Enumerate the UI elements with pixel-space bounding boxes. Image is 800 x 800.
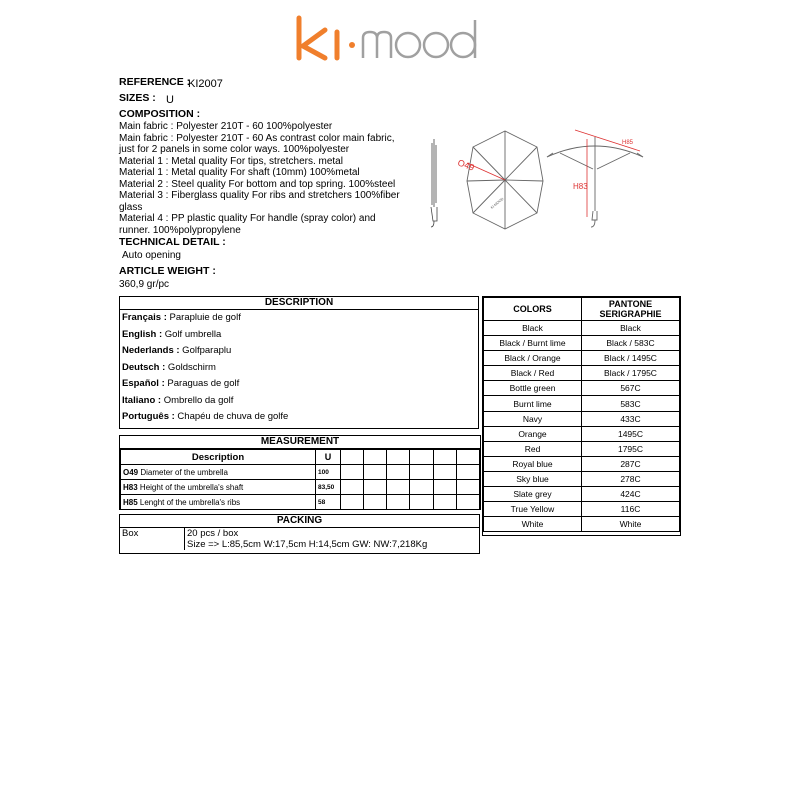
description-row-es: Español : Paraguas de golf xyxy=(122,378,240,389)
h85-label: H85 xyxy=(622,140,634,146)
table-row: Black / Red Black / 1795C xyxy=(484,366,680,381)
h83-label: H83 xyxy=(573,182,588,191)
umbrella-side-view xyxy=(547,137,643,227)
reference-value: KI2007 xyxy=(188,78,223,90)
table-row: H83 Height of the umbrella's shaft 83,50 xyxy=(121,480,480,495)
table-row: Navy 433C xyxy=(484,411,680,426)
table-row: Black / Orange Black / 1495C xyxy=(484,351,680,366)
weight-label: ARTICLE WEIGHT : xyxy=(119,265,216,277)
colors-table xyxy=(482,296,681,536)
composition-line: runner. 100%polypropylene xyxy=(119,224,241,236)
sizes-label: SIZES : xyxy=(119,92,156,104)
table-row: White White xyxy=(484,517,680,532)
svg-text:KI-MOOD: KI-MOOD xyxy=(490,196,505,210)
colors-header: COLORS xyxy=(484,298,582,321)
umbrella-diagram xyxy=(425,125,665,235)
table-row: Royal blue 287C xyxy=(484,456,680,471)
description-row-de: Deutsch : Goldschirm xyxy=(122,362,216,373)
measurement-desc-header: Description xyxy=(121,450,316,465)
measurement-u-header: U xyxy=(316,450,341,465)
description-row-pt: Português : Chapéu de chuva de golfe xyxy=(122,411,289,422)
weight-value: 360,9 gr/pc xyxy=(119,279,170,290)
o49-label: O49 xyxy=(456,157,476,173)
packing-label: Box xyxy=(120,528,185,550)
measurement-table xyxy=(119,435,481,510)
description-row-en: English : Golf umbrella xyxy=(122,329,222,340)
description-row-nl: Nederlands : Golfparaplu xyxy=(122,345,232,356)
description-title: DESCRIPTION xyxy=(120,297,478,310)
description-table xyxy=(119,296,479,429)
table-row: Red 1795C xyxy=(484,441,680,456)
description-row-it: Italiano : Ombrello da golf xyxy=(122,395,234,406)
composition-label: COMPOSITION : xyxy=(119,108,201,120)
table-row: Slate grey 424C xyxy=(484,487,680,502)
composition-line: Material 2 : Steel quality For bottom and top spring. 100%steel xyxy=(119,178,396,190)
composition-line: Material 1 : Metal quality For shaft (10mm) 100%metal xyxy=(119,167,360,178)
packing-table xyxy=(119,514,480,554)
composition-line: Main fabric : Polyester 210T - 60 As contrast color main fabric, xyxy=(119,132,395,144)
technical-value: Auto opening xyxy=(122,250,181,261)
table-row: H85 Lenght of the umbrella's ribs 58 xyxy=(121,495,480,510)
pantone-header: PANTONE SERIGRAPHIE xyxy=(582,298,680,321)
composition-line: Material 1 : Metal quality For tips, stretchers. metal xyxy=(119,155,343,167)
table-row: Black / Burnt lime Black / 583C xyxy=(484,336,680,351)
folded-umbrella-drawing xyxy=(431,139,437,227)
description-row-fr: Français : Parapluie de golf xyxy=(122,312,241,323)
composition-line: Main fabric : Polyester 210T - 60 100%polyester xyxy=(119,121,333,132)
table-row: Burnt lime 583C xyxy=(484,396,680,411)
composition-line: just for 2 panels in some color ways. 100%polyester xyxy=(119,144,350,155)
table-row: True Yellow 116C xyxy=(484,502,680,517)
table-row: Black Black xyxy=(484,321,680,336)
table-row: O49 Diameter of the umbrella 100 xyxy=(121,465,480,480)
composition-line: glass xyxy=(119,201,143,213)
packing-details: 20 pcs / box Size => L:85,5cm W:17,5cm H:14,5cm GW: NW:7,218Kg xyxy=(187,528,428,550)
composition-line: Material 3 : Fiberglass quality For ribs and stretchers 100%fiber xyxy=(119,190,400,201)
measurement-title: MEASUREMENT xyxy=(120,436,480,449)
technical-label: TECHNICAL DETAIL : xyxy=(119,236,226,248)
sizes-value: U xyxy=(166,94,174,106)
brand-logo xyxy=(295,8,485,68)
table-row: Orange 1495C xyxy=(484,426,680,441)
composition-line: Material 4 : PP plastic quality For handle (spray color) and xyxy=(119,213,376,224)
packing-title: PACKING xyxy=(120,515,479,528)
reference-label: REFERENCE : xyxy=(119,76,191,88)
composition-list xyxy=(119,121,419,236)
table-row: Bottle green 567C xyxy=(484,381,680,396)
table-row: Sky blue 278C xyxy=(484,471,680,486)
